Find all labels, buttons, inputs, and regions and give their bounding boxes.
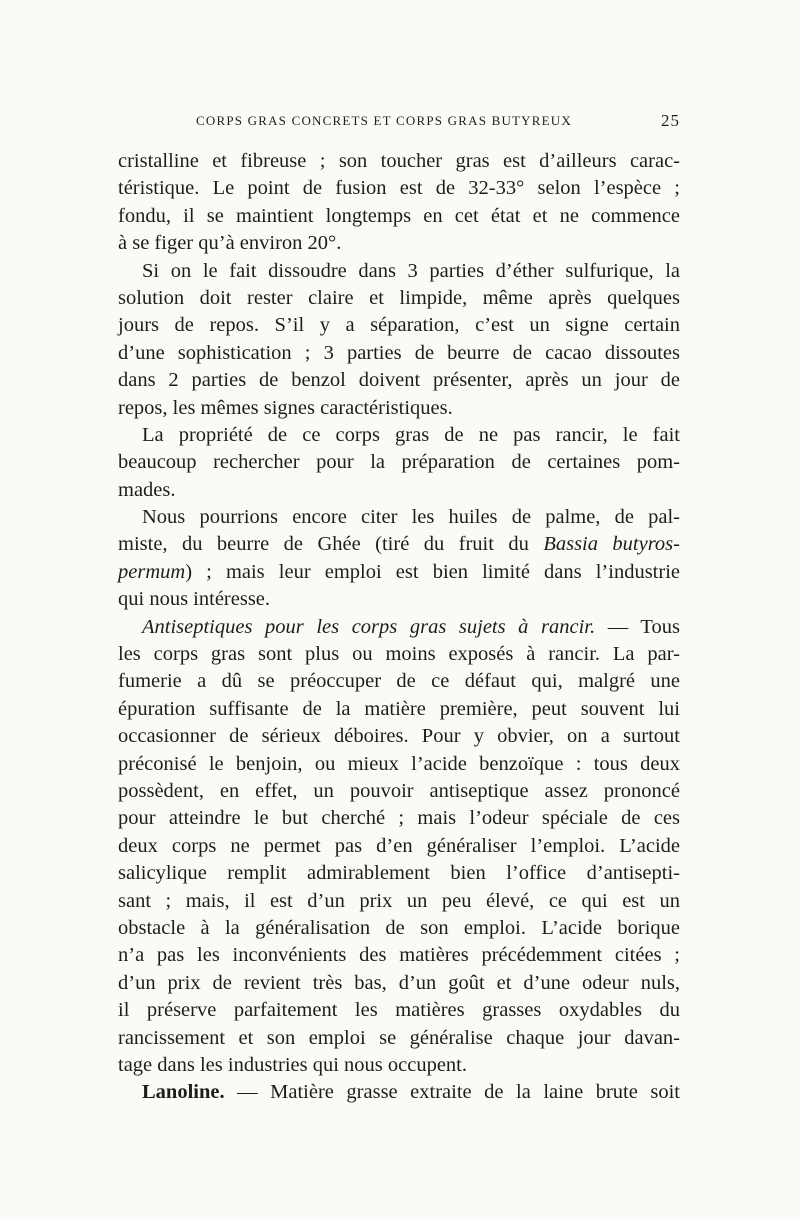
text-line <box>118 1052 680 1079</box>
italic-text: permum <box>118 560 186 583</box>
text-line <box>118 778 680 805</box>
text-line <box>118 285 680 312</box>
text-line <box>118 230 680 257</box>
text-segment: préconisé le benjoin, ou mieux l’acide benzoïque : tous deux <box>118 752 680 775</box>
text-segment: repos, les mêmes signes caractéristiques. <box>118 396 453 419</box>
text-segment: à se figer qu’à environ 20°. <box>118 232 342 255</box>
text-segment: — Matière grasse extraite de la laine brute soit <box>224 1081 680 1104</box>
running-head <box>196 113 680 133</box>
text-segment: il préserve parfaitement les matières grasses oxydables du <box>118 999 680 1022</box>
text-line <box>118 312 680 339</box>
text-line <box>118 203 680 230</box>
section-term: Lanoline. <box>142 1081 225 1104</box>
text-segment: fondu, il se maintient longtemps en cet état et ne commence <box>118 204 680 227</box>
text-segment: qui nous intéresse. <box>118 588 271 611</box>
text-segment: épuration suffisante de la matière première, peut souvent lui <box>118 697 680 720</box>
text-segment: miste, du beurre de Ghée (tiré du fruit du <box>118 533 544 556</box>
text-line <box>118 504 680 531</box>
text-segment: les corps gras sont plus ou moins exposés à rancir. La par- <box>118 643 680 666</box>
text-segment: sant ; mais, il est d’un prix un peu élevé, ce qui est un <box>118 889 680 912</box>
running-title: CORPS GRAS CONCRETS ET CORPS GRAS BUTYREUX <box>196 113 572 128</box>
text-line <box>118 696 680 723</box>
text-segment: Nous pourrions encore citer les huiles de palme, de pal- <box>142 506 680 529</box>
text-segment: téristique. Le point de fusion est de 32-33° selon l’espèce ; <box>118 177 680 200</box>
text-segment: ) ; mais leur emploi est bien limité dans l’industrie <box>185 560 680 583</box>
text-segment: dans 2 parties de benzol doivent présenter, après un jour de <box>118 369 680 392</box>
text-segment: n’a pas les inconvénients des matières précédemment citées ; <box>118 944 680 967</box>
text-segment: rancissement et son emploi se généralise chaque jour davan- <box>118 1026 680 1049</box>
text-line <box>118 340 680 367</box>
text-line <box>118 751 680 778</box>
italic-text: Bassia butyros- <box>543 533 680 556</box>
text-line <box>118 175 680 202</box>
text-segment: obstacle à la généralisation de son emploi. L’acide borique <box>118 916 680 939</box>
text-line <box>118 148 680 175</box>
text-line <box>118 531 680 558</box>
page-number: 25 <box>661 111 680 130</box>
text-line <box>118 997 680 1024</box>
text-segment: — Tous <box>595 615 680 638</box>
text-segment: solution doit rester claire et limpide, même après quelques <box>118 286 680 309</box>
text-segment: mades. <box>118 478 176 501</box>
text-line <box>118 805 680 832</box>
text-segment: d’un prix de revient très bas, d’un goût et d’une odeur nuls, <box>118 971 680 994</box>
text-segment: deux corps ne permet pas d’en généraliser l’emploi. L’acide <box>118 834 680 857</box>
text-line <box>118 888 680 915</box>
text-segment: pour atteindre le but cherché ; mais l’odeur spéciale de ces <box>118 807 680 830</box>
text-line <box>118 258 680 285</box>
text-line <box>118 833 680 860</box>
body-text <box>118 148 680 1107</box>
text-segment: occasionner de sérieux déboires. Pour y obvier, on a surtout <box>118 725 680 748</box>
text-line <box>118 723 680 750</box>
text-line <box>118 942 680 969</box>
text-line <box>118 668 680 695</box>
text-segment: fumerie a dû se préoccuper de ce défaut qui, malgré une <box>118 670 680 693</box>
text-segment: salicylique remplit admirablement bien l’office d’antisepti- <box>118 862 680 885</box>
text-segment: possèdent, en effet, un pouvoir antiseptique assez prononcé <box>118 779 680 802</box>
text-line <box>118 970 680 997</box>
text-segment: jours de repos. S’il y a séparation, c’est un signe certain <box>118 314 680 337</box>
text-line <box>118 559 680 586</box>
text-segment: d’une sophistication ; 3 parties de beurre de cacao dissoutes <box>118 341 680 364</box>
text-line <box>118 860 680 887</box>
italic-text: Antiseptiques pour les corps gras sujets à rancir. <box>142 615 596 638</box>
text-line <box>118 395 680 422</box>
text-line <box>118 367 680 394</box>
text-segment: La propriété de ce corps gras de ne pas rancir, le fait <box>142 423 680 446</box>
text-line <box>118 477 680 504</box>
text-segment: tage dans les industries qui nous occupent. <box>118 1053 468 1076</box>
text-line <box>118 614 680 641</box>
text-segment: Si on le fait dissoudre dans 3 parties d’éther sulfurique, la <box>142 259 680 282</box>
text-line <box>118 641 680 668</box>
text-line <box>118 449 680 476</box>
text-segment: cristalline et fibreuse ; son toucher gras est d’ailleurs carac- <box>118 150 680 172</box>
text-line <box>118 915 680 942</box>
text-line <box>118 422 680 449</box>
text-line <box>118 586 680 613</box>
text-line <box>118 1079 680 1106</box>
text-segment: beaucoup rechercher pour la préparation de certaines pom- <box>118 451 680 474</box>
text-line <box>118 1025 680 1052</box>
